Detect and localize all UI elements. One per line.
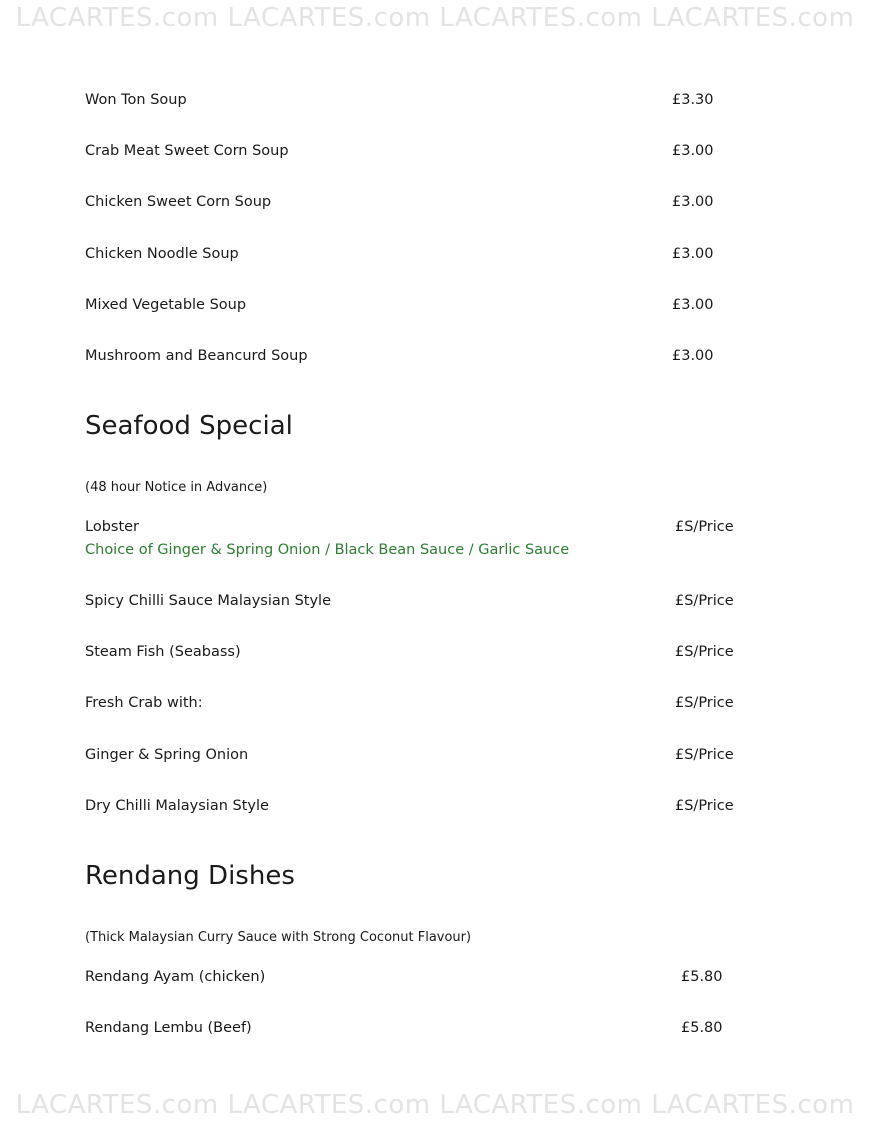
menu-item-name: Spicy Chilli Sauce Malaysian Style <box>85 593 331 609</box>
menu-item-price: £S/Price <box>675 747 734 763</box>
menu-item-name: Rendang Ayam (chicken) <box>85 969 266 985</box>
menu-item-name: Dry Chilli Malaysian Style <box>85 798 269 814</box>
section-note-rendang: (Thick Malaysian Curry Sauce with Strong Coconut Flavour) <box>85 930 472 945</box>
menu-item-price: £3.00 <box>672 348 714 364</box>
watermark-top: LACARTES.com LACARTES.com LACARTES.com LACARTES.com <box>15 3 855 33</box>
menu-item-price: £S/Price <box>675 519 734 535</box>
menu-item-price: £S/Price <box>675 695 734 711</box>
section-note-seafood: (48 hour Notice in Advance) <box>85 480 268 495</box>
menu-item-price: £3.00 <box>672 246 714 262</box>
menu-item-price: £3.00 <box>672 297 714 313</box>
menu-item-price: £S/Price <box>675 798 734 814</box>
menu-item-name: Lobster <box>85 519 140 535</box>
menu-item-price: £S/Price <box>675 593 734 609</box>
menu-item-price: £S/Price <box>675 644 734 660</box>
menu-item-name: Rendang Lembu (Beef) <box>85 1020 252 1036</box>
watermark-bottom: LACARTES.com LACARTES.com LACARTES.com LACARTES.com <box>15 1090 855 1120</box>
menu-item-price: £3.00 <box>672 143 714 159</box>
menu-item-options: Choice of Ginger & Spring Onion / Black Bean Sauce / Garlic Sauce <box>85 542 570 558</box>
menu-item-price: £3.30 <box>672 92 714 108</box>
section-title-rendang: Rendang Dishes <box>85 861 295 891</box>
menu-item-name: Crab Meat Sweet Corn Soup <box>85 143 289 159</box>
menu-item-price: £5.80 <box>681 1020 723 1036</box>
menu-item-name: Chicken Sweet Corn Soup <box>85 194 272 210</box>
menu-item-price: £5.80 <box>681 969 723 985</box>
section-title-seafood: Seafood Special <box>85 411 293 441</box>
menu-item-name: Ginger & Spring Onion <box>85 747 249 763</box>
menu-item-price: £3.00 <box>672 194 714 210</box>
menu-item-name: Mushroom and Beancurd Soup <box>85 348 308 364</box>
menu-item-name: Won Ton Soup <box>85 92 187 108</box>
menu-item-name: Fresh Crab with: <box>85 695 203 711</box>
menu-item-name: Steam Fish (Seabass) <box>85 644 241 660</box>
menu-item-name: Mixed Vegetable Soup <box>85 297 247 313</box>
menu-item-name: Chicken Noodle Soup <box>85 246 239 262</box>
